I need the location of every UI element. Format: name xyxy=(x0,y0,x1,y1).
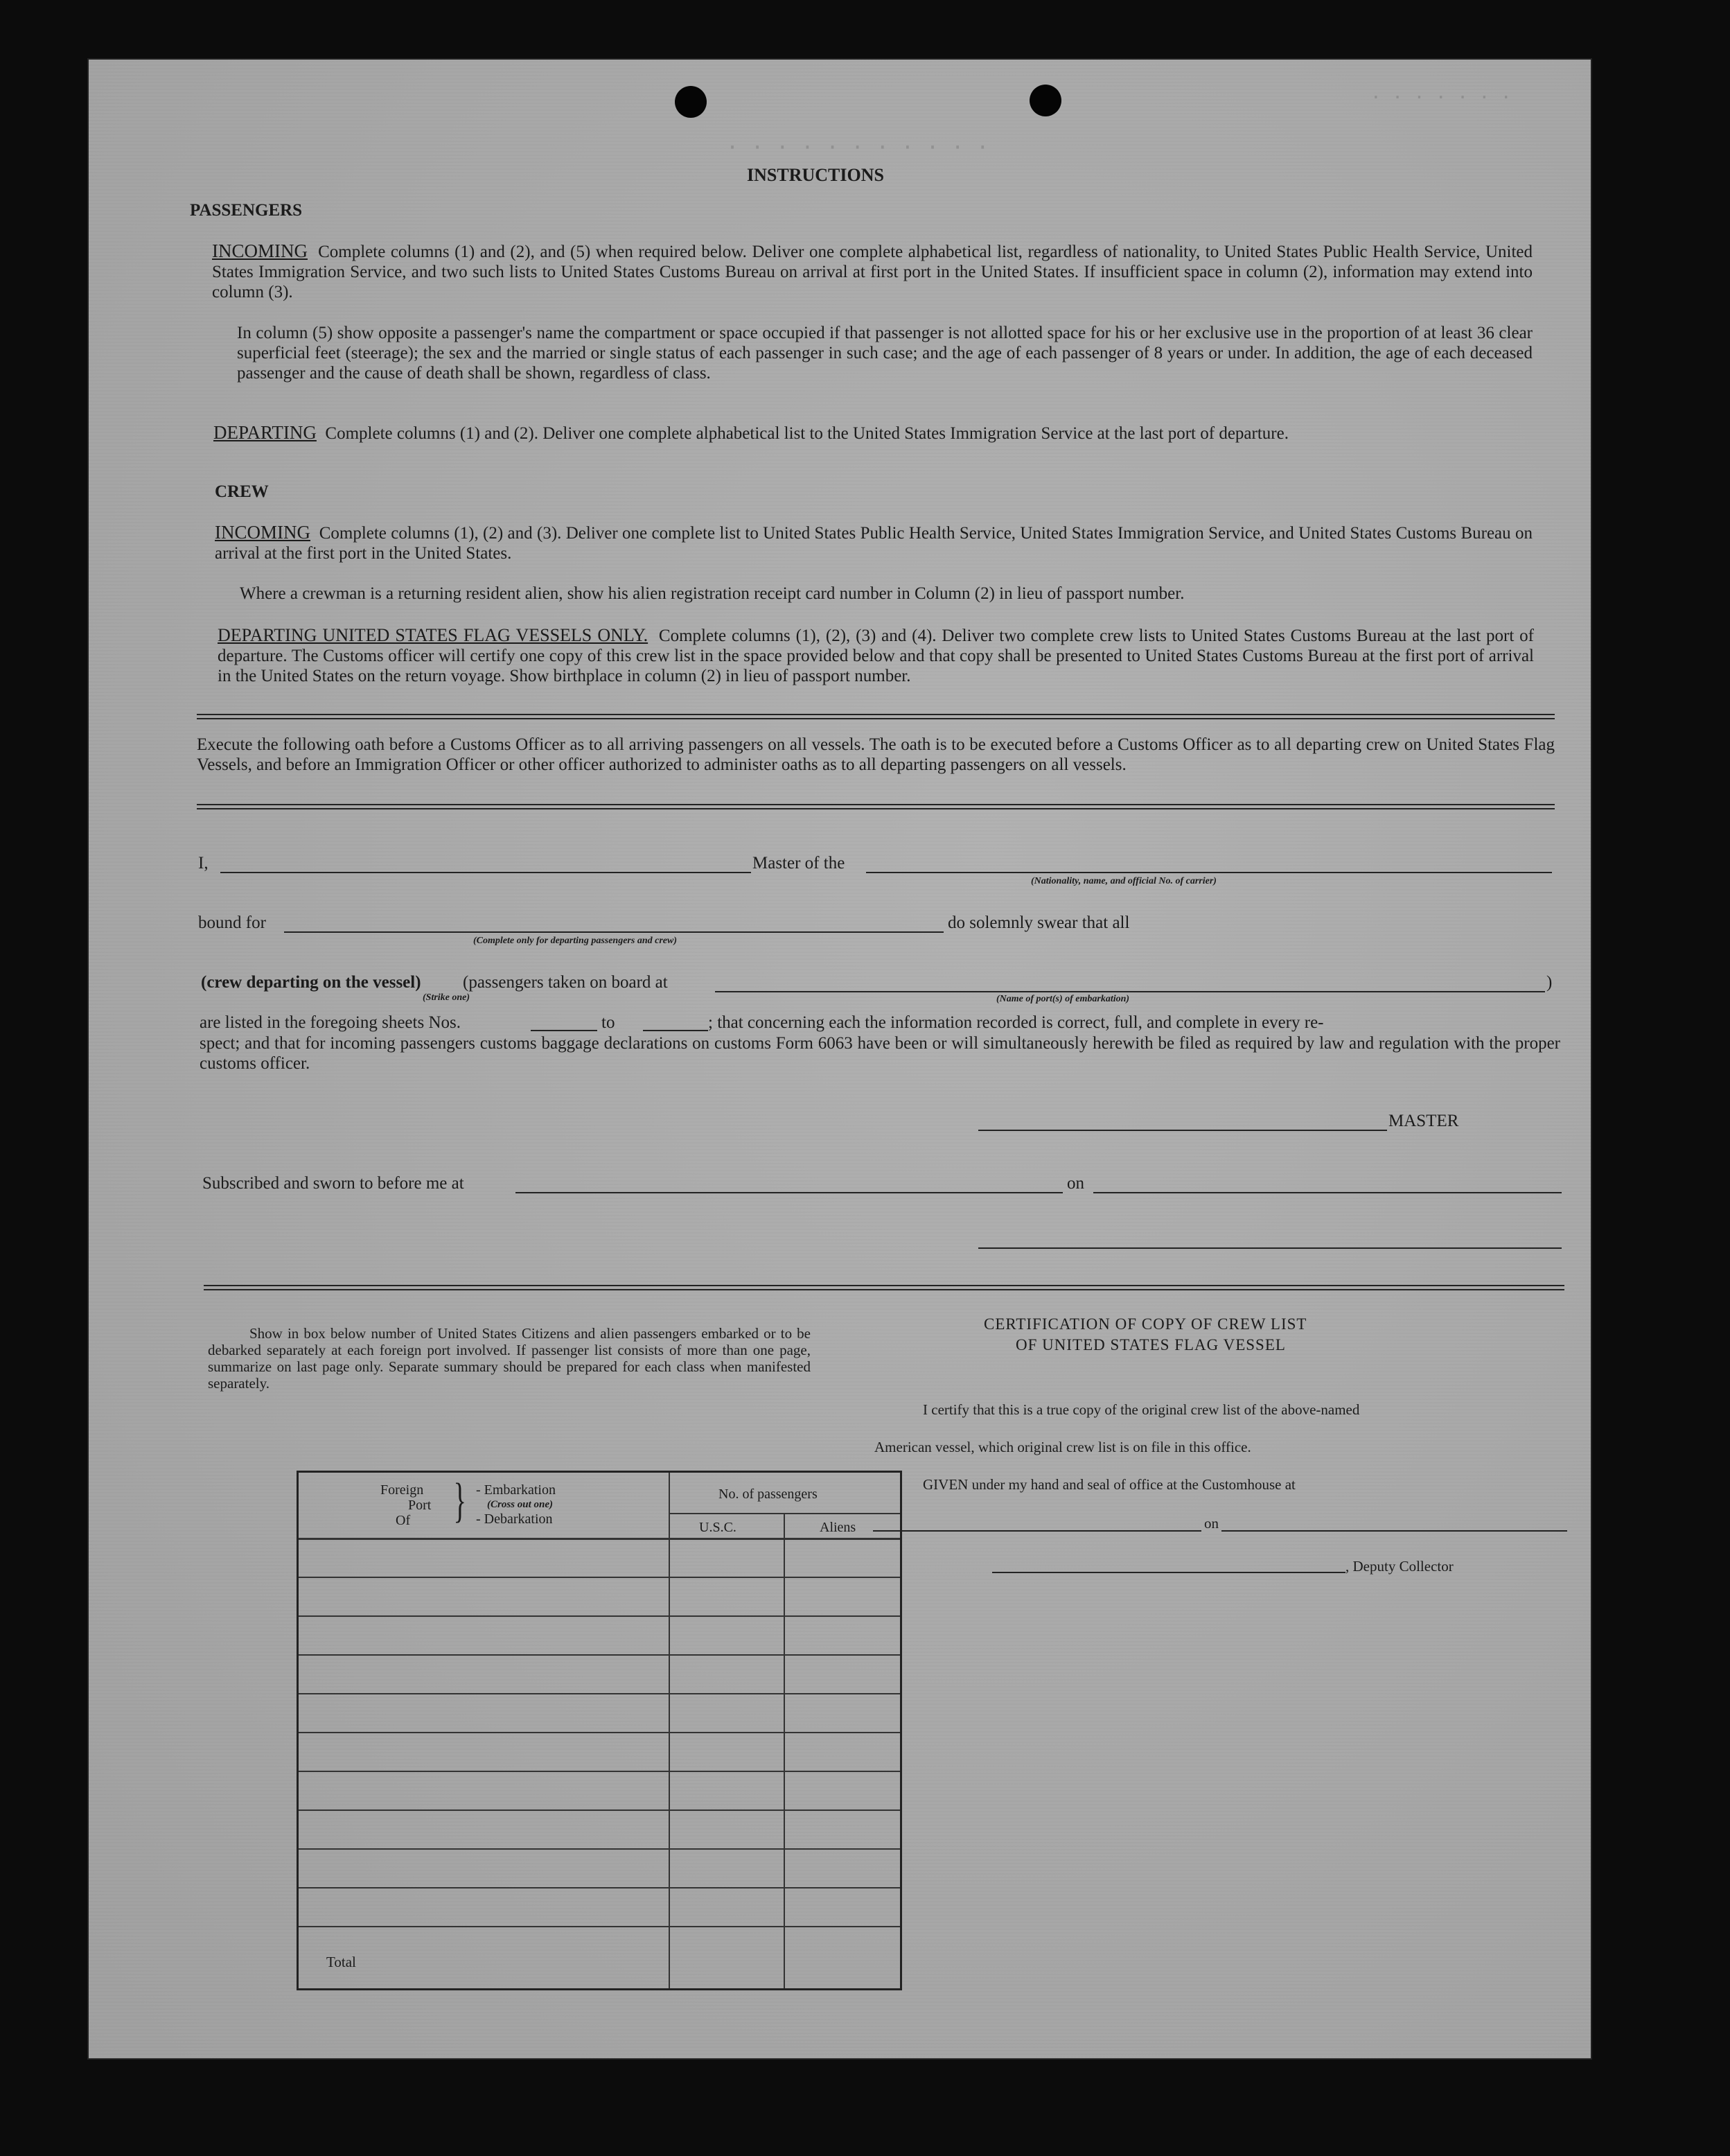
crew-departing-paragraph xyxy=(218,625,1534,686)
table-row xyxy=(299,1732,900,1733)
passengers-incoming-label: INCOMING xyxy=(212,240,308,261)
bound-for-note: (Complete only for departing passengers and crew) xyxy=(473,936,677,946)
bound-for-field[interactable] xyxy=(284,931,944,933)
table-row xyxy=(299,1538,900,1540)
table-row xyxy=(299,1926,900,1927)
sheet-to-field[interactable] xyxy=(643,1030,708,1031)
certify-line2: American vessel, which original crew list is on file in this office. xyxy=(874,1439,1251,1455)
to-word: to xyxy=(601,1013,615,1032)
certification-title-line2: OF UNITED STATES FLAG VESSEL xyxy=(1016,1336,1286,1353)
bound-for-label: bound for xyxy=(198,913,266,932)
passengers-departing-paragraph xyxy=(213,423,1533,444)
table-row xyxy=(299,1887,900,1888)
col-foreign-label: Foreign xyxy=(380,1482,424,1498)
crew-heading: CREW xyxy=(215,482,269,501)
table-col-divider xyxy=(669,1473,670,1988)
crew-incoming-text: Complete columns (1), (2) and (3). Deliver one complete list to United States Public Health Service, United States Immigration Service, and United States Customs Bureau on arrival at the first port in the United States. xyxy=(215,524,1533,563)
given-line: GIVEN under my hand and seal of office at the Customhouse at xyxy=(923,1476,1296,1493)
crew-departing-option[interactable]: (crew departing on the vessel) xyxy=(201,973,421,992)
table-row xyxy=(299,1654,900,1656)
table-row xyxy=(299,1615,900,1617)
passengers-taken-option[interactable]: (passengers taken on board at xyxy=(463,973,668,992)
passengers-departing-text: Complete columns (1) and (2). Deliver one complete alphabetical list to the United States Immigration Service at the last port of departure. xyxy=(325,424,1289,443)
port-field[interactable] xyxy=(715,991,1545,992)
sheet-from-field[interactable] xyxy=(531,1030,597,1031)
passenger-summary-table xyxy=(297,1471,902,1990)
master-label: MASTER xyxy=(1388,1112,1459,1130)
officer-signature-field[interactable] xyxy=(978,1247,1562,1249)
cross-out-note: (Cross out one) xyxy=(487,1499,554,1510)
certify-line1: I certify that this is a true copy of the original crew list of the above-named xyxy=(923,1401,1360,1418)
swear-text: do solemnly swear that all xyxy=(948,913,1130,932)
certification-on-word: on xyxy=(1201,1515,1221,1532)
total-label: Total xyxy=(326,1954,356,1970)
usc-header: U.S.C. xyxy=(699,1520,736,1535)
bleed-through-mark: · · · · · · · · · · · xyxy=(726,136,989,160)
bleed-through-mark: · · · · · · · xyxy=(1370,87,1512,108)
crew-incoming-label: INCOMING xyxy=(215,522,310,543)
column5-paragraph: In column (5) show opposite a passenger's name the compartment or space occupied if that passenger is not allotted space for his or her exclusive use in the proportion of at least 36 clear superficial feet (steerage); the sex and the married or single status of each passenger in such case; and the age of each passenger of 8 years or under. In addition, the age of each deceased passenger and the cause of death shall be shown, regardless of class. xyxy=(237,324,1533,383)
deputy-signature-field[interactable] xyxy=(992,1572,1345,1573)
crew-departing-label: DEPARTING UNITED STATES FLAG VESSELS ONLY. xyxy=(218,625,648,645)
crew-resident-paragraph: Where a crewman is a returning resident alien, show his alien registration receipt card number in Column (2) in lieu of passport number. xyxy=(240,584,1185,603)
listed-start: are listed in the foregoing sheets Nos. xyxy=(200,1013,461,1032)
debarkation-option[interactable]: - Debarkation xyxy=(476,1511,553,1527)
table-row xyxy=(299,1771,900,1772)
oath-instruction: Execute the following oath before a Customs Officer as to all arriving passengers on all vessels. The oath is to be executed before a Customs Officer as to all departing crew on United States Flag Vessels, and before an Immigration Officer or other officer authorized to administer oaths as to all departing passengers on all vessels. xyxy=(197,735,1555,774)
table-row xyxy=(299,1809,900,1811)
strike-note: (Strike one) xyxy=(423,992,470,1003)
table-row xyxy=(299,1693,900,1694)
sworn-place-field[interactable] xyxy=(515,1192,1063,1193)
embarkation-option[interactable]: - Embarkation xyxy=(476,1482,556,1498)
sworn-date-field[interactable] xyxy=(1093,1192,1562,1193)
aliens-header: Aliens xyxy=(820,1520,856,1535)
subscribed-label: Subscribed and sworn to before me at xyxy=(202,1174,464,1193)
port-note: (Name of port(s) of embarkation) xyxy=(996,994,1130,1004)
oath-i-label: I, xyxy=(198,854,209,873)
passengers-departing-label: DEPARTING xyxy=(213,422,317,443)
summary-instruction: Show in box below number of United States Citizens and alien passengers embarked or to be debarked separately at each foreign port involved. If passenger list consists of more than one page, summarize on last page only. Separate summary should be prepared for each class when manifested separately. xyxy=(208,1325,811,1392)
divider xyxy=(197,714,1555,719)
master-name-field[interactable] xyxy=(220,872,751,873)
no-passengers-header: No. of passengers xyxy=(718,1487,818,1502)
passengers-incoming-paragraph xyxy=(212,241,1533,302)
passengers-heading: PASSENGERS xyxy=(190,201,303,220)
divider xyxy=(197,804,1555,809)
passengers-incoming-text: Complete columns (1) and (2), and (5) when required below. Deliver one complete alphabetical list, regardless of nationality, to United States Public Health Service, United States Immigration Service, and two such lists to United States Customs Bureau on arrival at first port in the United States. If insufficient space in column (2), information may extend into column (3). xyxy=(212,243,1533,301)
master-signature-field[interactable] xyxy=(978,1130,1387,1131)
col-of-label: Of xyxy=(396,1513,411,1528)
sworn-on-word: on xyxy=(1067,1174,1084,1193)
divider xyxy=(204,1285,1564,1290)
certification-title-line1: CERTIFICATION OF COPY OF CREW LIST xyxy=(984,1315,1307,1333)
listed-line2: spect; and that for incoming passengers customs baggage declarations on customs Form 6063 have been or will simultaneously herewith be filed as required by law and regulation with the proper customs officer. xyxy=(200,1034,1560,1073)
page-title: INSTRUCTIONS xyxy=(747,165,884,185)
brace-icon: } xyxy=(453,1474,467,1527)
close-paren: ) xyxy=(1546,973,1553,992)
table-col-divider xyxy=(784,1513,785,1988)
master-of-the-label: Master of the xyxy=(752,854,845,873)
punch-hole-left xyxy=(675,86,707,118)
carrier-note: (Nationality, name, and official No. of carrier) xyxy=(1031,876,1217,886)
deputy-collector-label: , Deputy Collector xyxy=(1345,1558,1454,1575)
table-row xyxy=(299,1577,900,1578)
listed-rest: ; that concerning each the information recorded is correct, full, and complete in every re- xyxy=(708,1013,1324,1032)
table-row xyxy=(299,1848,900,1850)
document-page xyxy=(89,60,1591,2058)
punch-hole-right xyxy=(1030,85,1061,116)
carrier-field[interactable] xyxy=(866,872,1552,873)
crew-incoming-paragraph xyxy=(215,523,1533,563)
col-port-label: Port xyxy=(408,1498,432,1513)
crew-departing-text: Complete columns (1), (2), (3) and (4). Deliver two complete crew lists to United States Customs Bureau at the last port of departure. The Customs officer will certify one copy of this crew list in the space provided below and that copy shall be presented to United States Customs Bureau at the first port of arrival in the United States on the return voyage. Show birthplace in column (2) in lieu of passport number. xyxy=(218,626,1534,685)
